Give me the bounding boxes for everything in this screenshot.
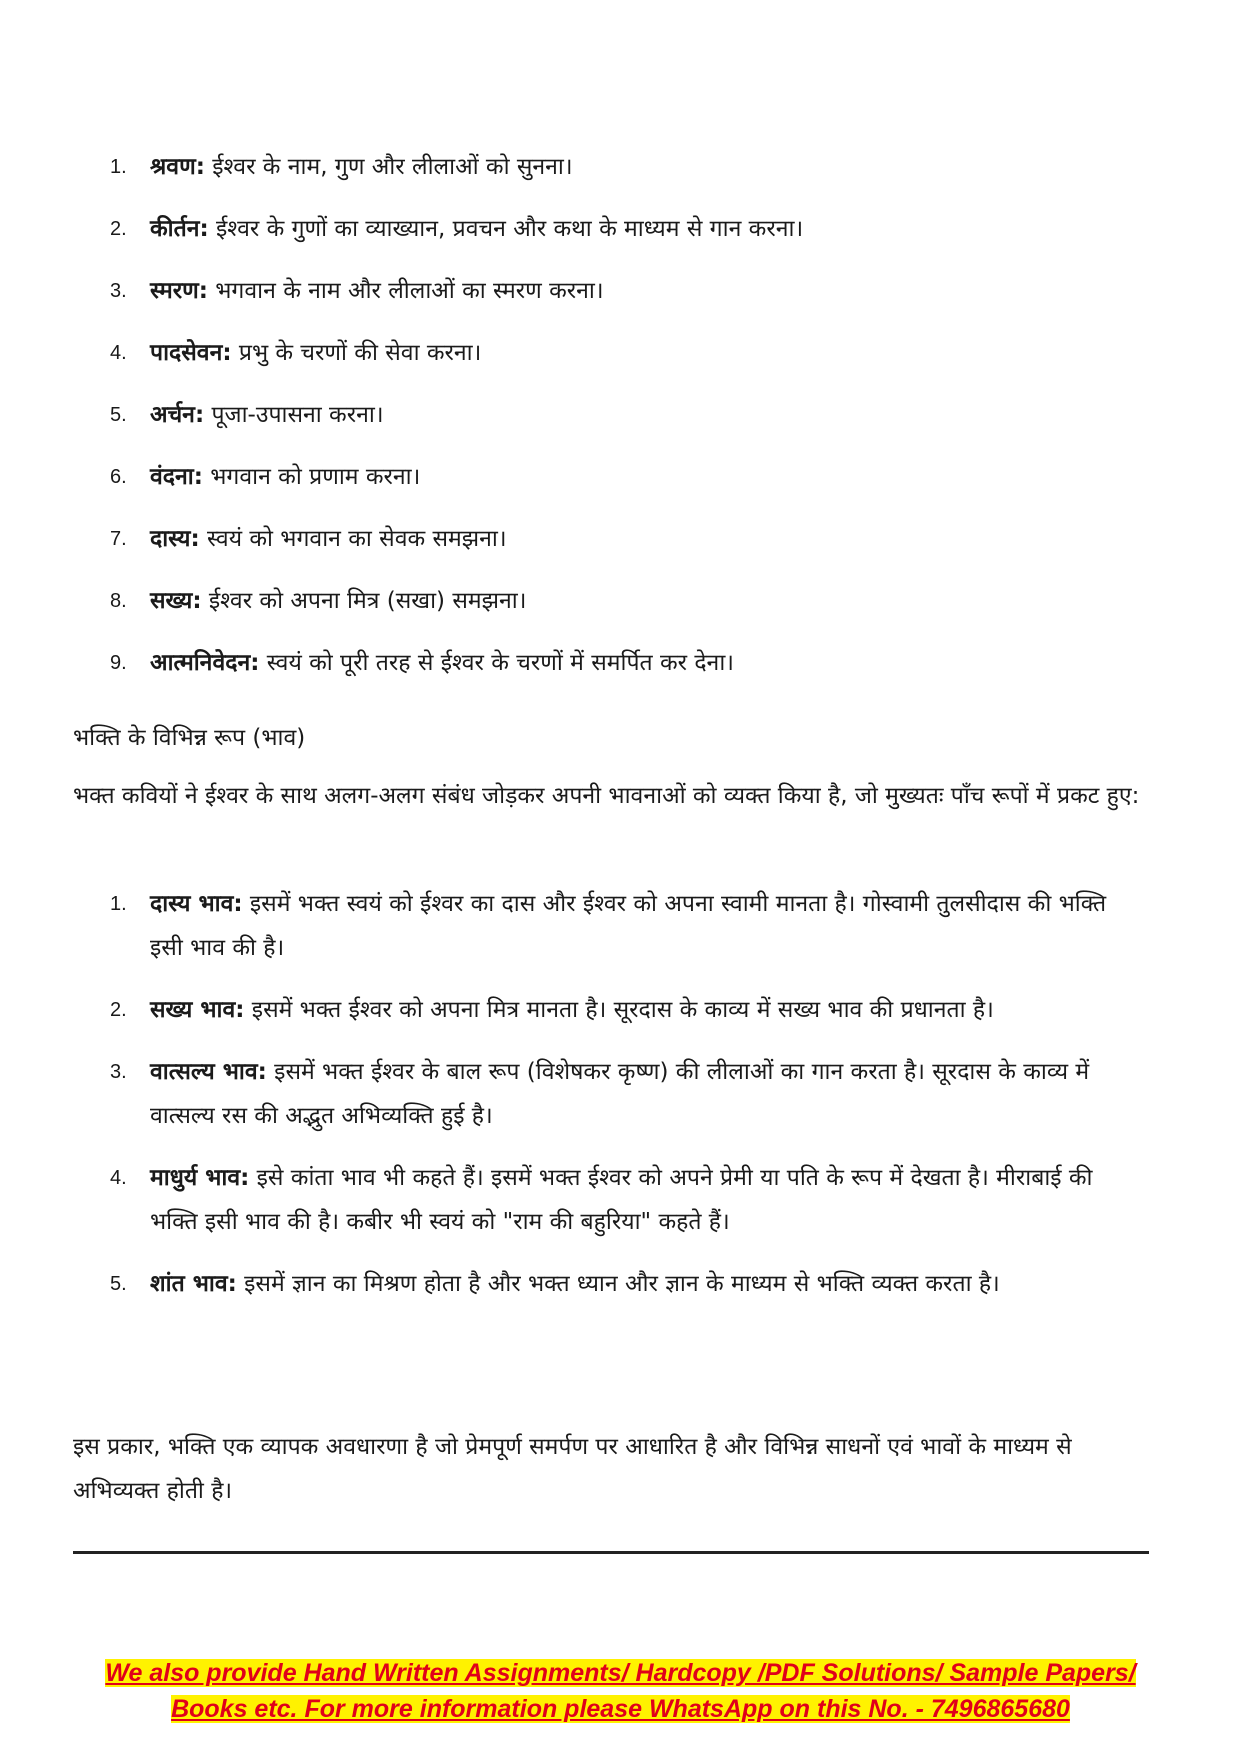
list-number: 2. bbox=[110, 999, 127, 1021]
list-number: 4. bbox=[110, 342, 127, 364]
list-item-body bbox=[150, 274, 1151, 308]
list-item bbox=[0, 336, 1241, 398]
list-term: पादसेवन: bbox=[150, 340, 232, 366]
list-item bbox=[0, 460, 1241, 522]
list-text: इसमें भक्त ईश्वर के बाल रूप (विशेषकर कृष्ण) की लीलाओं का गान करता है। सूरदास के काव्य में वात्सल्य रस की अद्भुत अभिव्यक्ति हुई है। bbox=[150, 1059, 1090, 1129]
list-term: शांत भाव: bbox=[150, 1271, 237, 1297]
list-number: 7. bbox=[110, 528, 127, 550]
promo-line-2 bbox=[0, 1691, 1241, 1727]
intro-paragraph: भक्त कवियों ने ईश्वर के साथ अलग-अलग संबंध जोड़कर अपनी भावनाओं को व्यक्त किया है, जो मुख्यतः पाँच रूपों में प्रकट हुए: bbox=[73, 783, 1140, 809]
list-text: इसे कांता भाव भी कहते हैं। इसमें भक्त ईश्वर को अपने प्रेमी या पति के रूप में देखता है। मीराबाई की भक्ति इसी भाव की है। कबीर भी स्वयं को "राम की बहुरिया" कहते हैं। bbox=[150, 1165, 1093, 1235]
list-item-body bbox=[150, 584, 1151, 618]
list-term: कीर्तन: bbox=[150, 216, 209, 242]
list-item-body bbox=[150, 988, 1146, 1032]
list-number: 3. bbox=[110, 1061, 127, 1083]
list-number: 1. bbox=[110, 156, 127, 178]
bhava-list bbox=[0, 882, 1241, 1324]
list-term: सख्य भाव: bbox=[150, 997, 245, 1023]
list-text: भगवान को प्रणाम करना। bbox=[202, 464, 421, 490]
list-item bbox=[0, 646, 1241, 708]
horizontal-divider bbox=[73, 1551, 1149, 1554]
list-term: दास्य भाव: bbox=[150, 891, 243, 917]
list-number: 4. bbox=[110, 1167, 127, 1189]
list-term: वंदना: bbox=[150, 464, 203, 490]
promo-text-2: Books etc. For more information please WhatsApp on this No. - 7496865680 bbox=[171, 1695, 1070, 1723]
list-number: 9. bbox=[110, 652, 127, 674]
list-number: 2. bbox=[110, 218, 127, 240]
list-term: स्मरण: bbox=[150, 278, 208, 304]
list-text: ईश्वर के गुणों का व्याख्यान, प्रवचन और कथा के माध्यम से गान करना। bbox=[208, 216, 804, 242]
list-number: 1. bbox=[110, 893, 127, 915]
list-item-body bbox=[150, 1050, 1146, 1138]
list-term: अर्चन: bbox=[150, 402, 205, 428]
list-item bbox=[0, 1050, 1241, 1138]
list-number: 5. bbox=[110, 404, 127, 426]
section-heading: भक्ति के विभिन्न रूप (भाव) bbox=[73, 725, 306, 751]
list-item-body bbox=[150, 336, 1151, 370]
list-item bbox=[0, 522, 1241, 584]
list-item-body bbox=[150, 882, 1146, 970]
list-item bbox=[0, 882, 1241, 970]
list-term: सख्य: bbox=[150, 588, 202, 614]
list-item bbox=[0, 584, 1241, 646]
list-item-body bbox=[150, 150, 1151, 184]
list-item bbox=[0, 212, 1241, 274]
list-item-body bbox=[150, 1156, 1146, 1244]
list-item bbox=[0, 398, 1241, 460]
list-item-body bbox=[150, 646, 1151, 680]
conclusion-paragraph: इस प्रकार, भक्ति एक व्यापक अवधारणा है जो प्रेमपूर्ण समर्पण पर आधारित है और विभिन्न साधनों एवं भावों के माध्यम से अभिव्यक्त होती है। bbox=[73, 1434, 1072, 1504]
list-number: 5. bbox=[110, 1273, 127, 1295]
list-item bbox=[0, 274, 1241, 336]
list-item-body bbox=[150, 522, 1151, 556]
list-text: भगवान के नाम और लीलाओं का स्मरण करना। bbox=[207, 278, 604, 304]
list-text: इसमें ज्ञान का मिश्रण होता है और भक्त ध्यान और ज्ञान के माध्यम से भक्ति व्यक्त करता है। bbox=[236, 1271, 1000, 1297]
list-term: आत्मनिवेदन: bbox=[150, 650, 260, 676]
list-item-body bbox=[150, 212, 1151, 246]
list-term: दास्य: bbox=[150, 526, 200, 552]
list-text: ईश्वर के नाम, गुण और लीलाओं को सुनना। bbox=[204, 154, 573, 180]
list-text: स्वयं को भगवान का सेवक समझना। bbox=[199, 526, 507, 552]
promo-footer bbox=[0, 1655, 1241, 1727]
list-text: स्वयं को पूरी तरह से ईश्वर के चरणों में समर्पित कर देना। bbox=[259, 650, 734, 676]
list-item-body bbox=[150, 398, 1151, 432]
list-item-body bbox=[150, 460, 1151, 494]
list-number: 3. bbox=[110, 280, 127, 302]
promo-line-1 bbox=[0, 1655, 1241, 1691]
list-text: पूजा-उपासना करना। bbox=[204, 402, 384, 428]
list-number: 6. bbox=[110, 466, 127, 488]
list-number: 8. bbox=[110, 590, 127, 612]
list-item bbox=[0, 988, 1241, 1032]
list-term: श्रवण: bbox=[150, 154, 205, 180]
list-term: वात्सल्य भाव: bbox=[150, 1059, 267, 1085]
navadha-bhakti-list bbox=[0, 150, 1241, 708]
list-text: इसमें भक्त स्वयं को ईश्वर का दास और ईश्वर को अपना स्वामी मानता है। गोस्वामी तुलसीदास की भक्ति इसी भाव की है। bbox=[150, 891, 1107, 961]
list-item bbox=[0, 150, 1241, 212]
list-text: ईश्वर को अपना मित्र (सखा) समझना। bbox=[201, 588, 527, 614]
list-text: इसमें भक्त ईश्वर को अपना मित्र मानता है। सूरदास के काव्य में सख्य भाव की प्रधानता है। bbox=[244, 997, 994, 1023]
promo-text-1: We also provide Hand Written Assignments/ Hardcopy /PDF Solutions/ Sample Papers/ bbox=[105, 1659, 1136, 1687]
list-item bbox=[0, 1156, 1241, 1244]
list-text: प्रभु के चरणों की सेवा करना। bbox=[231, 340, 482, 366]
list-item bbox=[0, 1262, 1241, 1306]
list-term: माधुर्य भाव: bbox=[150, 1165, 250, 1191]
list-item-body bbox=[150, 1262, 1146, 1306]
